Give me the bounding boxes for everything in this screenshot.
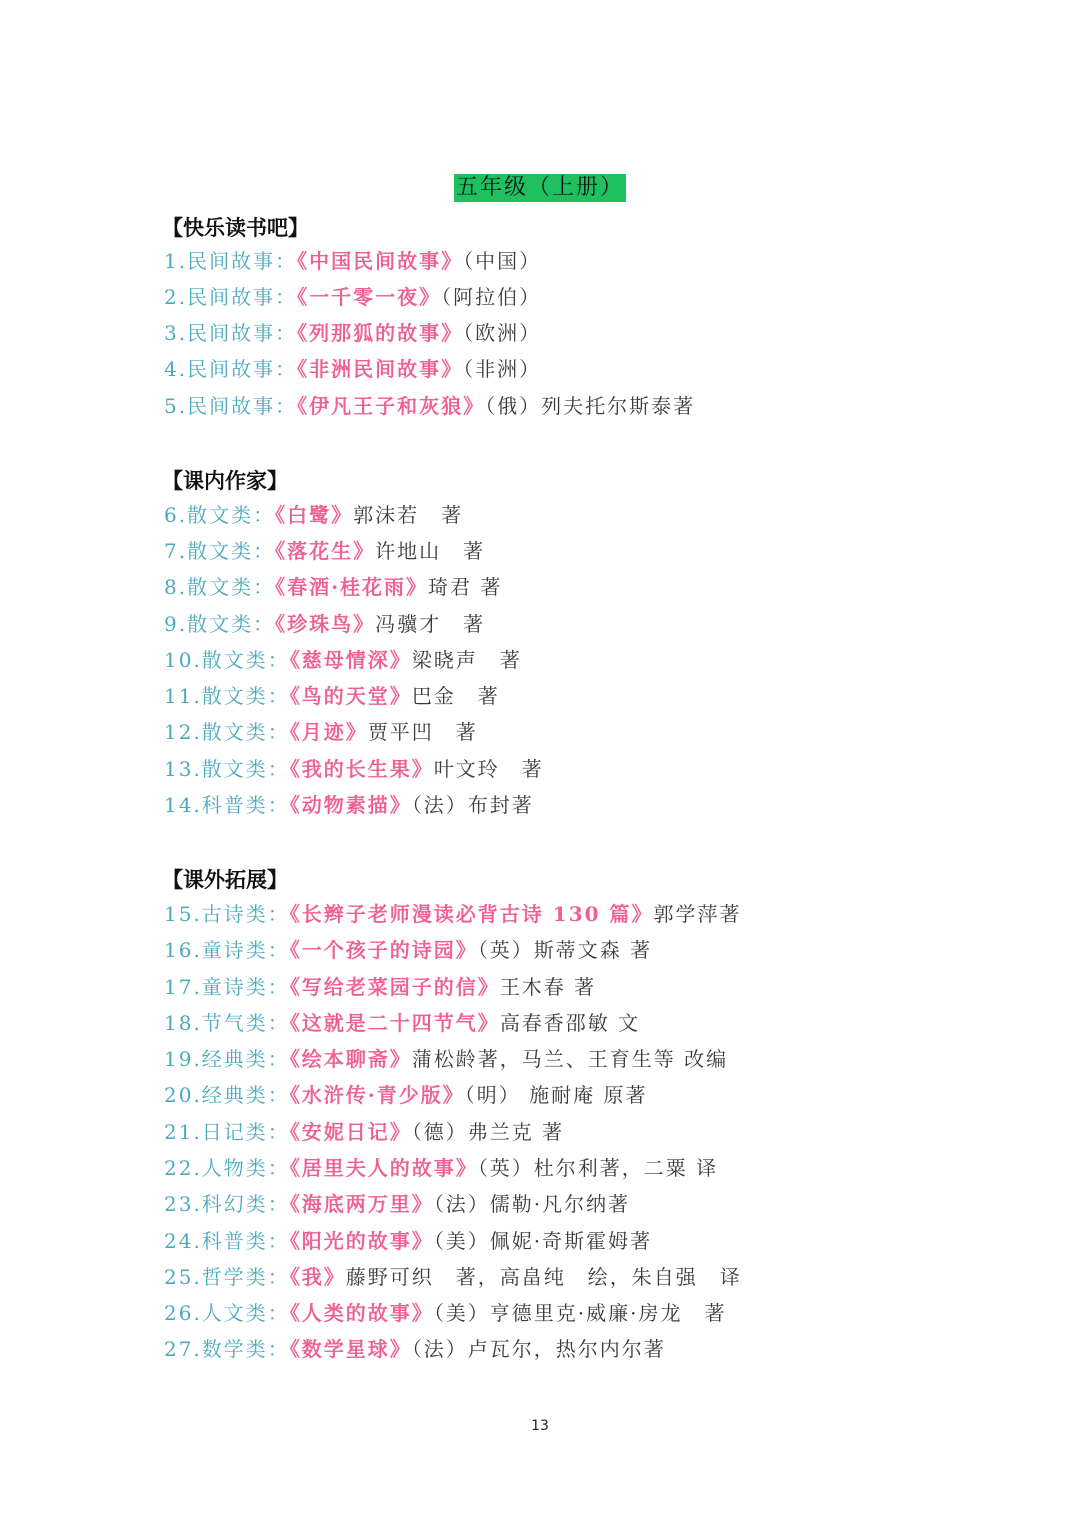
book-title: 《白鹭》 xyxy=(275,503,354,527)
book-title: 《珍珠鸟》 xyxy=(275,612,376,636)
item-category: 3.民间故事： xyxy=(164,321,298,345)
book-title: 《月迹》 xyxy=(289,720,368,744)
section-heading: 【课内作家】 xyxy=(162,469,288,493)
author-info: 郭沫若 著 xyxy=(353,503,464,527)
author-info: （阿拉伯） xyxy=(441,285,542,309)
author-info: （法）卢瓦尔，热尔内尔著 xyxy=(411,1337,666,1361)
item-category: 15.古诗类： xyxy=(164,902,290,926)
list-item xyxy=(164,1045,728,1073)
book-title: 《数学星球》 xyxy=(289,1337,412,1361)
book-title: 《居里夫人的故事》 xyxy=(289,1156,478,1180)
book-title: 《一千零一夜》 xyxy=(297,285,442,309)
list-item xyxy=(164,247,541,275)
item-category: 9.散文类： xyxy=(164,612,276,636)
item-category: 16.童诗类： xyxy=(164,938,290,962)
list-item xyxy=(164,755,544,783)
list-item xyxy=(164,718,478,746)
book-title: 《落花生》 xyxy=(275,539,376,563)
item-category: 2.民间故事： xyxy=(164,285,298,309)
list-item xyxy=(164,1154,718,1182)
author-info: 郭学萍著 xyxy=(653,902,742,926)
book-title: 《绘本聊斋》 xyxy=(289,1047,412,1071)
section-heading: 【快乐读书吧】 xyxy=(162,216,309,240)
book-title: 《一个孩子的诗园》 xyxy=(289,938,478,962)
list-item xyxy=(164,1118,564,1146)
item-category: 14.科普类： xyxy=(164,793,290,817)
book-title: 《伊凡王子和灰狼》 xyxy=(297,394,486,418)
book-title: 《安妮日记》 xyxy=(289,1120,412,1144)
author-info: 高春香邵敏 文 xyxy=(499,1011,641,1035)
author-info: （英）斯蒂文森 著 xyxy=(477,938,653,962)
item-category: 21.日记类： xyxy=(164,1120,290,1144)
list-item xyxy=(164,573,502,601)
item-category: 24.科普类： xyxy=(164,1229,290,1253)
list-item xyxy=(164,392,695,420)
item-category: 10.散文类： xyxy=(164,648,290,672)
author-info: 蒲松龄著，马兰、王育生等 改编 xyxy=(411,1047,729,1071)
list-item xyxy=(164,1335,666,1363)
author-info: （明） 施耐庵 原著 xyxy=(464,1083,648,1107)
item-category: 26.人文类： xyxy=(164,1301,290,1325)
list-item xyxy=(164,1009,640,1037)
book-title: 《水浒传·青少版》 xyxy=(289,1083,465,1107)
book-title: 《列那狐的故事》 xyxy=(297,321,464,345)
author-info: 叶文玲 著 xyxy=(433,757,544,781)
author-info: 王木春 著 xyxy=(499,975,597,999)
list-item xyxy=(164,501,463,529)
author-info: 贾平凹 著 xyxy=(367,720,478,744)
list-item xyxy=(164,1227,652,1255)
book-title: 《动物素描》 xyxy=(289,793,412,817)
item-category: 19.经典类： xyxy=(164,1047,290,1071)
list-item xyxy=(164,355,541,383)
item-category: 1.民间故事： xyxy=(164,249,298,273)
list-item xyxy=(164,1299,727,1327)
author-info: 许地山 著 xyxy=(375,539,486,563)
book-title: 《写给老菜园子的信》 xyxy=(289,975,500,999)
author-info: （美）亨德里克·威廉·房龙 著 xyxy=(433,1301,727,1325)
list-item xyxy=(164,973,596,1001)
list-item xyxy=(164,319,541,347)
list-item xyxy=(164,610,485,638)
item-category: 23.科幻类： xyxy=(164,1192,290,1216)
book-title: 《春酒·桂花雨》 xyxy=(275,575,429,599)
book-title: 《我》 xyxy=(289,1265,346,1289)
author-info: （俄）列夫托尔斯泰著 xyxy=(485,394,696,418)
book-title: 《人类的故事》 xyxy=(289,1301,434,1325)
author-info: 梁晓声 著 xyxy=(411,648,522,672)
item-category: 20.经典类： xyxy=(164,1083,290,1107)
author-info: （英）杜尔利著，二粟 译 xyxy=(477,1156,719,1180)
list-item xyxy=(164,646,522,674)
author-info: （欧洲） xyxy=(463,321,542,345)
book-title: 《长辫子老师漫读必背古诗 130 篇》 xyxy=(289,902,654,926)
list-item xyxy=(164,900,742,928)
book-title: 《中国民间故事》 xyxy=(297,249,464,273)
author-info: （非洲） xyxy=(463,357,542,381)
author-info: 藤野可织 著，高畠纯 绘，朱自强 译 xyxy=(345,1265,742,1289)
list-item xyxy=(164,283,541,311)
book-title: 《慈母情深》 xyxy=(289,648,412,672)
author-info: 冯骥才 著 xyxy=(375,612,486,636)
author-info: 琦君 著 xyxy=(428,575,503,599)
item-category: 4.民间故事： xyxy=(164,357,298,381)
item-category: 7.散文类： xyxy=(164,539,276,563)
item-category: 13.散文类： xyxy=(164,757,290,781)
item-category: 17.童诗类： xyxy=(164,975,290,999)
author-info: 巴金 著 xyxy=(411,684,500,708)
list-item xyxy=(164,682,500,710)
item-category: 25.哲学类： xyxy=(164,1265,290,1289)
item-category: 8.散文类： xyxy=(164,575,276,599)
item-category: 11.散文类： xyxy=(164,684,290,708)
book-title: 《阳光的故事》 xyxy=(289,1229,434,1253)
book-title: 《我的长生果》 xyxy=(289,757,434,781)
item-category: 18.节气类： xyxy=(164,1011,290,1035)
book-title: 《非洲民间故事》 xyxy=(297,357,464,381)
list-item xyxy=(164,1081,648,1109)
author-info: （法）布封著 xyxy=(411,793,534,817)
book-title: 《这就是二十四节气》 xyxy=(289,1011,500,1035)
item-category: 22.人物类： xyxy=(164,1156,290,1180)
author-info: （美）佩妮·奇斯霍姆著 xyxy=(433,1229,653,1253)
item-category: 27.数学类： xyxy=(164,1337,290,1361)
list-item xyxy=(164,791,534,819)
section-heading: 【课外拓展】 xyxy=(162,868,288,892)
list-item xyxy=(164,1190,630,1218)
list-item xyxy=(164,1263,742,1291)
book-title: 《鸟的天堂》 xyxy=(289,684,412,708)
item-category: 6.散文类： xyxy=(164,503,276,527)
author-info: （法）儒勒·凡尔纳著 xyxy=(433,1192,631,1216)
list-item xyxy=(164,936,652,964)
page-title: 五年级（上册） xyxy=(455,175,624,200)
list-item xyxy=(164,537,485,565)
author-info: （中国） xyxy=(463,249,542,273)
item-category: 12.散文类： xyxy=(164,720,290,744)
page-number: 13 xyxy=(531,1418,549,1434)
author-info: （德）弗兰克 著 xyxy=(411,1120,565,1144)
book-title: 《海底两万里》 xyxy=(289,1192,434,1216)
item-category: 5.民间故事： xyxy=(164,394,298,418)
